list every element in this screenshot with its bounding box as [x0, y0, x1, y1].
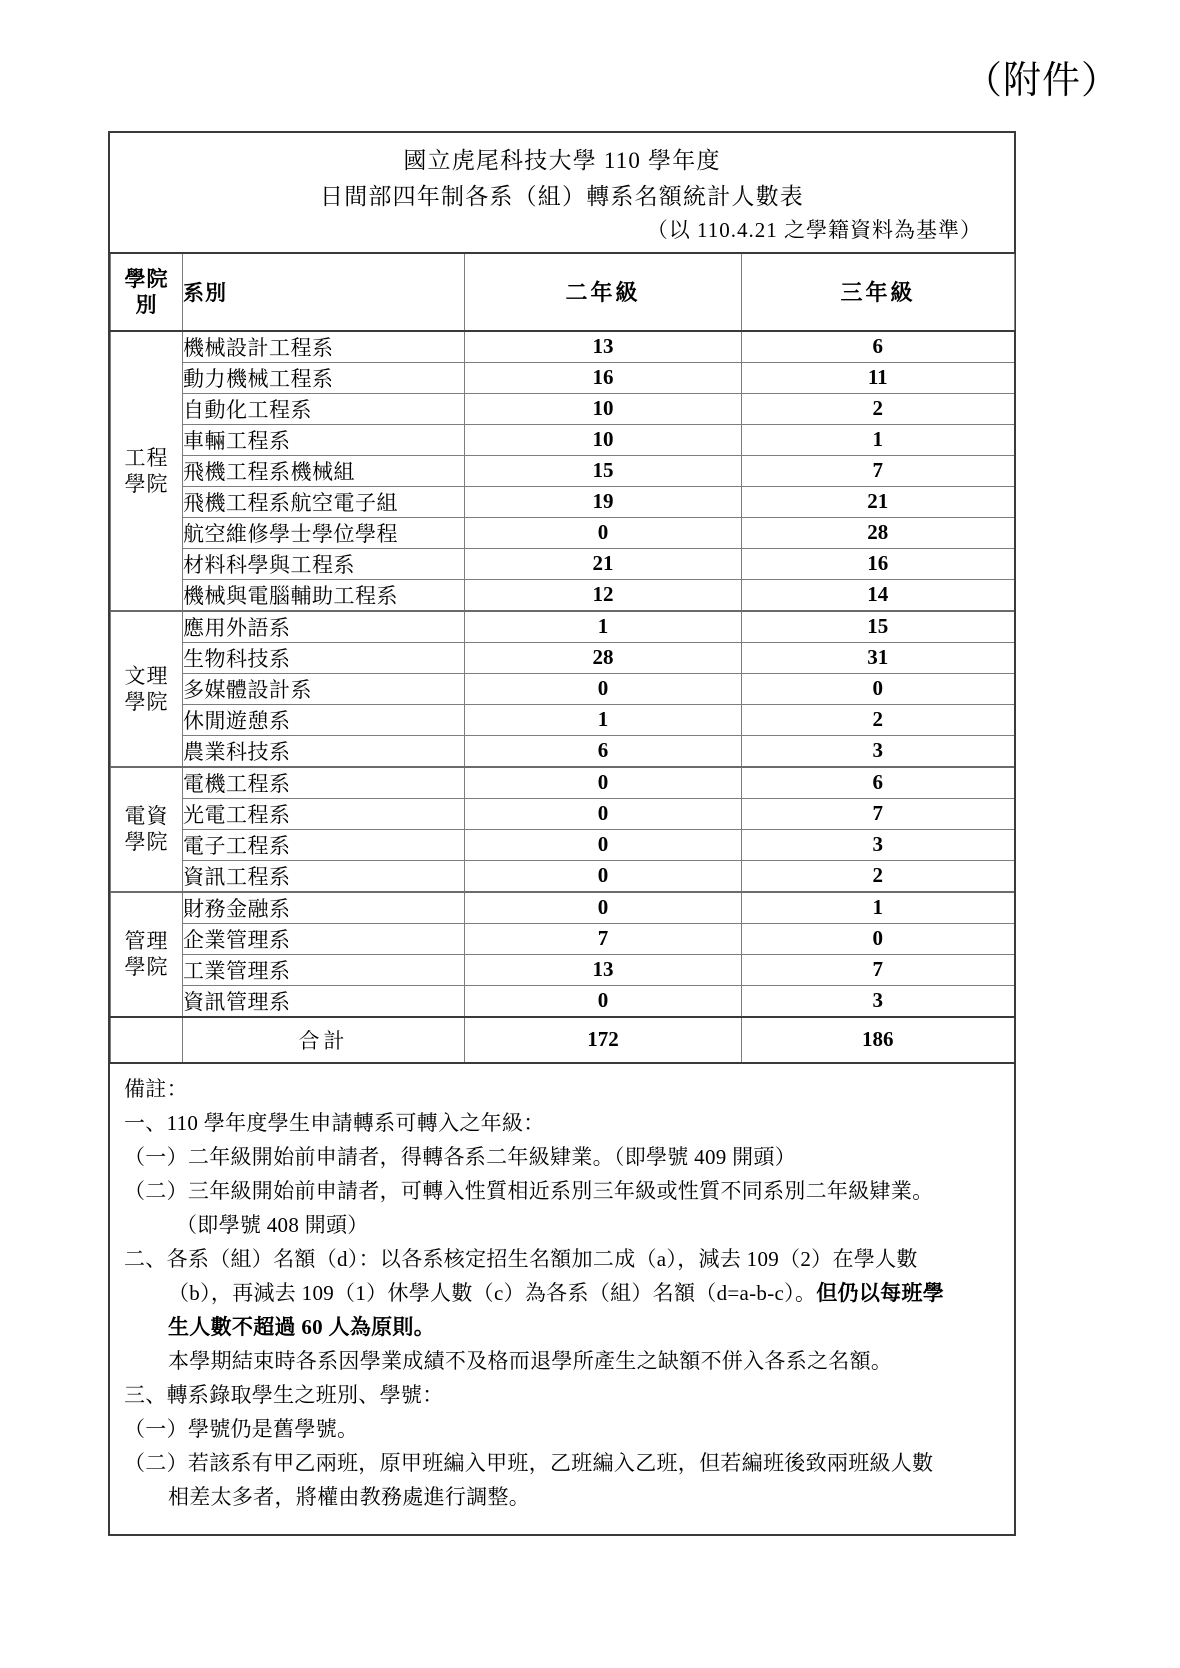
table-row: [111, 611, 1015, 643]
note-item-2-line-3: [124, 1310, 998, 1344]
table-row: [111, 455, 1015, 486]
table-row: [111, 517, 1015, 548]
grade-2-quota-cell: 13: [465, 331, 742, 363]
table-header-row: [111, 253, 1015, 331]
table-body: [111, 331, 1015, 1063]
college-name-line-1: 管理: [124, 929, 169, 954]
table-row: [111, 735, 1015, 767]
total-grade-2-cell: 172: [465, 1017, 742, 1063]
department-name-cell: 自動化工程系: [183, 393, 465, 424]
grade-3-quota-cell: 28: [742, 517, 1015, 548]
table-row: [111, 860, 1015, 892]
department-name-cell: 電機工程系: [183, 767, 465, 799]
table-row: [111, 331, 1015, 363]
notes-section: [110, 1064, 1014, 1534]
table-row: [111, 954, 1015, 985]
department-name-cell: 飛機工程系機械組: [183, 455, 465, 486]
college-name-line-2: 學院: [124, 471, 169, 496]
grade-2-quota-cell: 0: [465, 829, 742, 860]
department-name-cell: 航空維修學士學位學程: [183, 517, 465, 548]
table-head: [111, 253, 1015, 331]
college-name-line-1: 工程: [124, 445, 169, 470]
grade-2-quota-cell: 28: [465, 642, 742, 673]
department-name-cell: 機械與電腦輔助工程系: [183, 579, 465, 611]
college-name-line-2: 學院: [124, 830, 169, 855]
college-name-line-1: 電資: [124, 804, 169, 829]
grade-3-quota-cell: 7: [742, 798, 1015, 829]
grade-2-quota-cell: 0: [465, 892, 742, 924]
table-row: [111, 829, 1015, 860]
table-row: [111, 486, 1015, 517]
grade-3-quota-cell: 0: [742, 923, 1015, 954]
grade-3-quota-cell: 1: [742, 892, 1015, 924]
note-item-2-line-4: 本學期結束時各系因學業成績不及格而退學所產生之缺額不併入各系之名額。: [168, 1349, 893, 1373]
note-item-1b: （二）三年級開始前申請者，可轉入性質相近系別三年級或性質不同系別二年級肄業。: [124, 1178, 934, 1203]
table-row: [111, 548, 1015, 579]
note-item-2-line-1: 二、各系（組）名額（d）：以各系核定招生名額加二成（a），減去 109（2）在學人數: [124, 1246, 918, 1271]
attachment-label: （附件）: [963, 60, 1120, 102]
table-row: [111, 673, 1015, 704]
table-row: [111, 362, 1015, 393]
column-header-college: [111, 253, 183, 331]
college-name-line-2: 學院: [124, 689, 169, 714]
department-name-cell: 多媒體設計系: [183, 673, 465, 704]
note-item-3a: （一）學號仍是舊學號。: [124, 1417, 359, 1442]
note-item-1: 一、110 學年度學生申請轉系可轉入之年級：: [124, 1110, 545, 1135]
transfer-quota-table: [110, 252, 1016, 1064]
department-name-cell: 材料科學與工程系: [183, 548, 465, 579]
department-name-cell: 資訊工程系: [183, 860, 465, 892]
grade-3-quota-cell: 3: [742, 735, 1015, 767]
grade-3-quota-cell: 21: [742, 486, 1015, 517]
grade-3-quota-cell: 14: [742, 579, 1015, 611]
department-name-cell: 財務金融系: [183, 892, 465, 924]
grade-2-quota-cell: 6: [465, 735, 742, 767]
college-cell: [111, 611, 183, 767]
notes-heading: 備註：: [124, 1076, 188, 1101]
department-name-cell: 生物科技系: [183, 642, 465, 673]
department-name-cell: 資訊管理系: [183, 985, 465, 1017]
grade-2-quota-cell: 10: [465, 393, 742, 424]
grade-3-quota-cell: 0: [742, 673, 1015, 704]
table-row: [111, 424, 1015, 455]
note-item-2-line-2-plain: （b），再減去 109（1）休學人數（c）為各系（組）名額（d=a-b-c）。: [168, 1280, 817, 1305]
note-item-3b-continued: 相差太多者，將權由教務處進行調整。: [168, 1485, 531, 1510]
grade-2-quota-cell: 21: [465, 548, 742, 579]
department-name-cell: 休閒遊憩系: [183, 704, 465, 735]
total-label-cell: 合計: [183, 1017, 465, 1063]
grade-2-quota-cell: 7: [465, 923, 742, 954]
grade-3-quota-cell: 3: [742, 985, 1015, 1017]
table-row: [111, 923, 1015, 954]
college-name-line-2: 學院: [124, 955, 169, 980]
college-cell: [111, 331, 183, 611]
college-cell: [111, 767, 183, 892]
note-item-3b: （二）若該系有甲乙兩班，原甲班編入甲班，乙班編入乙班，但若編班後致兩班級人數: [124, 1451, 934, 1476]
document-basis-note: （以 110.4.21 之學籍資料為基準）: [646, 218, 982, 243]
table-row: [111, 642, 1015, 673]
grade-2-quota-cell: 0: [465, 767, 742, 799]
department-name-cell: 企業管理系: [183, 923, 465, 954]
grade-2-quota-cell: 0: [465, 985, 742, 1017]
grade-2-quota-cell: 1: [465, 611, 742, 643]
total-row-spacer-cell: [111, 1017, 183, 1063]
grade-2-quota-cell: 13: [465, 954, 742, 985]
column-header-department: 系別: [183, 253, 465, 331]
department-name-cell: 飛機工程系航空電子組: [183, 486, 465, 517]
document-frame: [108, 131, 1016, 1536]
note-item-2-line-2: [124, 1276, 998, 1310]
grade-3-quota-cell: 7: [742, 954, 1015, 985]
grade-2-quota-cell: 0: [465, 798, 742, 829]
note-item-1b-continued: （即學號 408 開頭）: [176, 1212, 369, 1237]
college-name-line-1: 文理: [124, 663, 169, 688]
grade-3-quota-cell: 6: [742, 767, 1015, 799]
title-block: [110, 133, 1014, 252]
grade-2-quota-cell: 16: [465, 362, 742, 393]
total-grade-3-cell: 186: [742, 1017, 1015, 1063]
grade-2-quota-cell: 15: [465, 455, 742, 486]
column-header-grade-3: 三年級: [742, 253, 1015, 331]
grade-2-quota-cell: 0: [465, 673, 742, 704]
grade-2-quota-cell: 12: [465, 579, 742, 611]
grade-3-quota-cell: 16: [742, 548, 1015, 579]
department-name-cell: 光電工程系: [183, 798, 465, 829]
department-name-cell: 車輛工程系: [183, 424, 465, 455]
department-name-cell: 動力機械工程系: [183, 362, 465, 393]
table-row: [111, 985, 1015, 1017]
grade-3-quota-cell: 1: [742, 424, 1015, 455]
grade-3-quota-cell: 31: [742, 642, 1015, 673]
grade-2-quota-cell: 10: [465, 424, 742, 455]
grade-2-quota-cell: 1: [465, 704, 742, 735]
column-header-grade-2: 二年級: [465, 253, 742, 331]
department-name-cell: 機械設計工程系: [183, 331, 465, 363]
grade-2-quota-cell: 0: [465, 860, 742, 892]
department-name-cell: 應用外語系: [183, 611, 465, 643]
grade-3-quota-cell: 15: [742, 611, 1015, 643]
department-name-cell: 工業管理系: [183, 954, 465, 985]
grade-3-quota-cell: 11: [742, 362, 1015, 393]
table-total-row: [111, 1017, 1015, 1063]
grade-3-quota-cell: 3: [742, 829, 1015, 860]
table-row: [111, 892, 1015, 924]
column-header-college-line-1: 學院: [124, 266, 169, 291]
grade-3-quota-cell: 2: [742, 704, 1015, 735]
table-row: [111, 579, 1015, 611]
grade-2-quota-cell: 19: [465, 486, 742, 517]
document-title-line-1: 國立虎尾科技大學 110 學年度: [403, 148, 721, 173]
column-header-college-line-2: 別: [135, 292, 158, 317]
table-row: [111, 798, 1015, 829]
note-item-2-line-3-bold: 生人數不超過 60 人為原則。: [168, 1314, 435, 1339]
table-row: [111, 704, 1015, 735]
table-row: [111, 767, 1015, 799]
table-row: [111, 393, 1015, 424]
department-name-cell: 電子工程系: [183, 829, 465, 860]
grade-3-quota-cell: 7: [742, 455, 1015, 486]
grade-3-quota-cell: 2: [742, 860, 1015, 892]
note-item-2-line-2-bold: 但仍以每班學: [816, 1280, 945, 1305]
department-name-cell: 農業科技系: [183, 735, 465, 767]
note-item-3: 三、轉系錄取學生之班別、學號：: [124, 1383, 444, 1408]
grade-3-quota-cell: 6: [742, 331, 1015, 363]
grade-3-quota-cell: 2: [742, 393, 1015, 424]
note-item-1a: （一）二年級開始前申請者，得轉各系二年級肄業。（即學號 409 開頭）: [124, 1144, 796, 1169]
college-cell: [111, 892, 183, 1017]
grade-2-quota-cell: 0: [465, 517, 742, 548]
document-title-line-2: 日間部四年制各系（組）轉系名額統計人數表: [320, 183, 804, 209]
